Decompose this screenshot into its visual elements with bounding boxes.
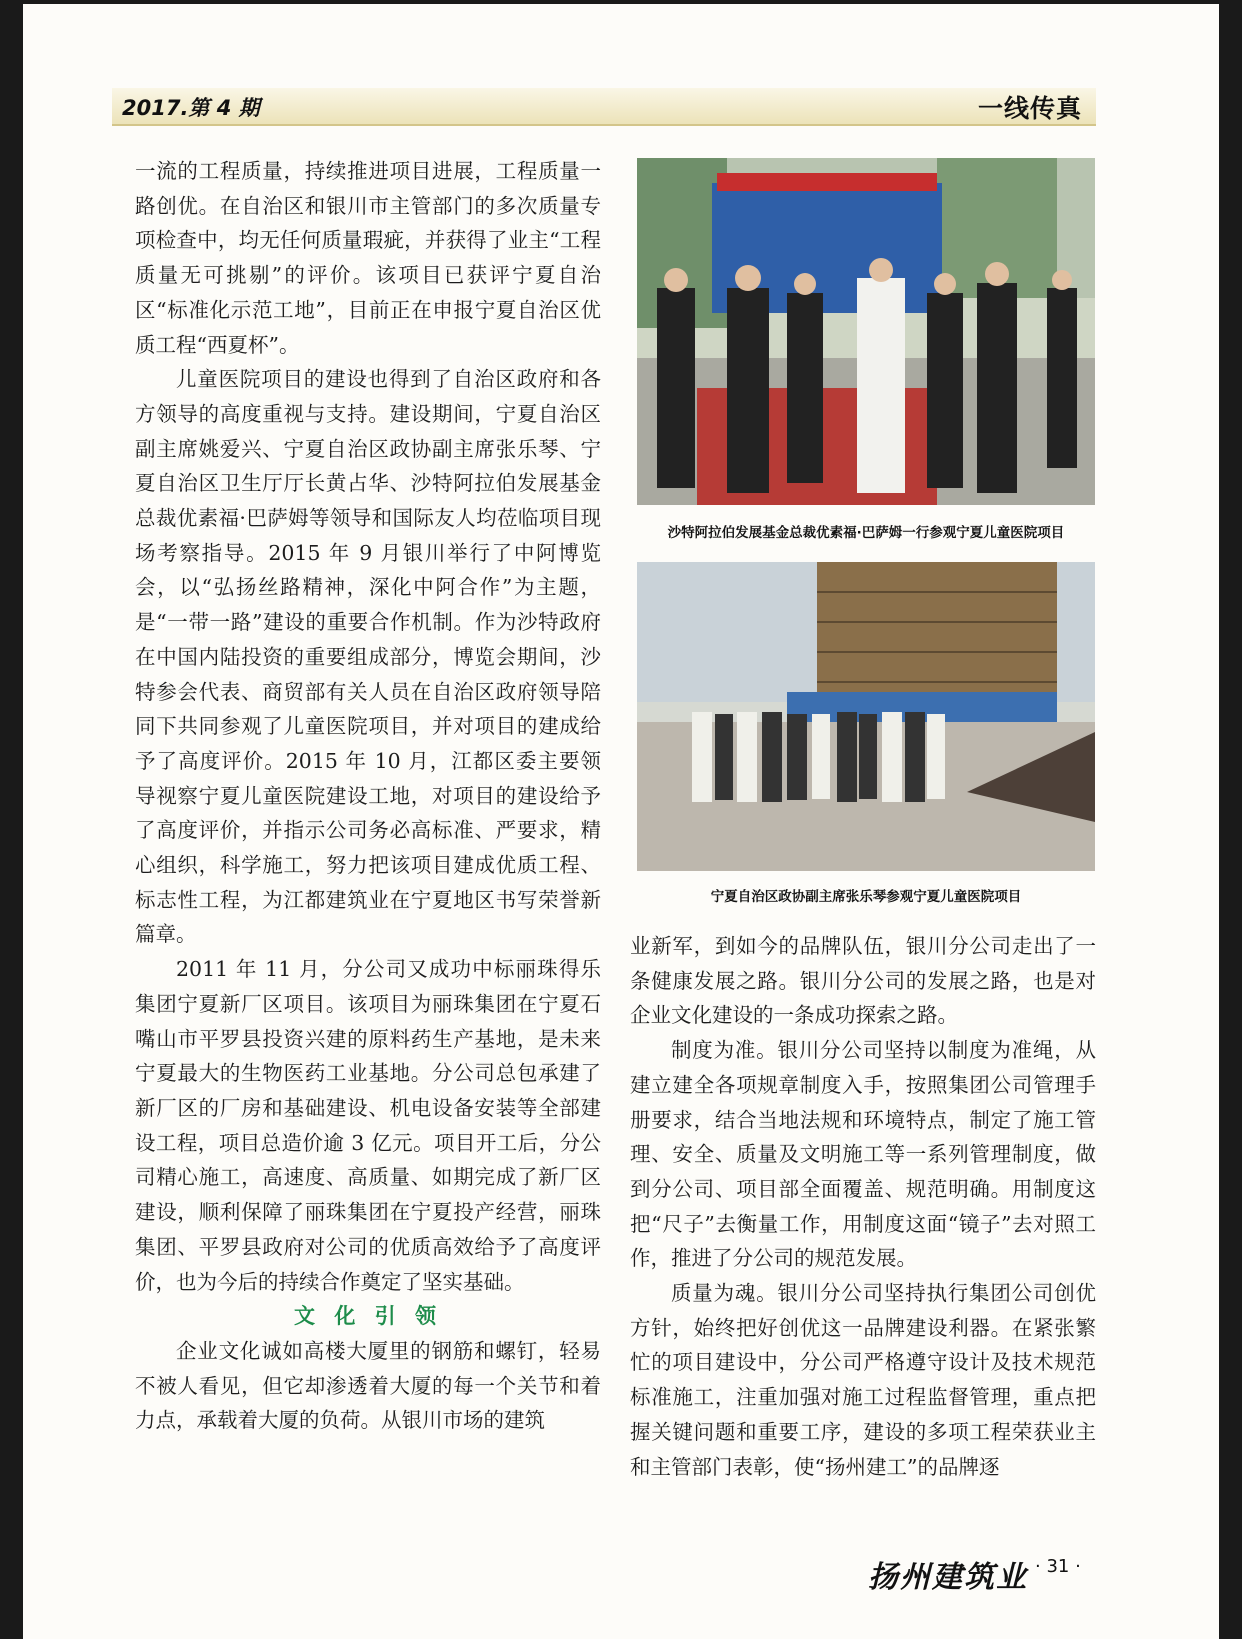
page-number: · 31 · (1035, 1556, 1081, 1577)
left-column (135, 154, 601, 1438)
paragraph: 儿童医院项目的建设也得到了自治区政府和各方领导的高度重视与支持。建设期间，宁夏自治区副主席姚爱兴、宁夏自治区政协副主席张乐琴、宁夏自治区卫生厅厅长黄占华、沙特阿拉伯发展基金总裁优素福·巴萨姆等领导和国际友人均莅临项目现场考察指导。2015 年 9 月银川举行了中阿博览会，以“弘扬丝路精神，深化中阿合作”为主题，是“一带一路”建设的重要合作机制。作为沙特政府在中国内陆投资的重要组成部分，博览会期间，沙特参会代表、商贸部有关人员在自治区政府领导陪同下共同参观了儿童医院项目，并对项目的建成给予了高度评价。2015 年 10 月，江都区委主要领导视察宁夏儿童医院建设工地，对项目的建设给予了高度评价，并指示公司务必高标准、严要求，精心组织，科学施工，努力把该项目建成优质工程、标志性工程，为江都建筑业在宁夏地区书写荣誉新篇章。 (135, 367, 601, 947)
section-label: 一线传真 (977, 94, 1082, 123)
paragraph: 2011 年 11 月，分公司又成功中标丽珠得乐集团宁夏新厂区项目。该项目为丽珠集团在宁夏石嘴山市平罗县投资兴建的原料药生产基地，是未来宁夏最大的生物医药工业基地。分公司总包承建了新厂区的厂房和基础建设、机电设备安装等全部建设工程，项目总造价逾 3 亿元。项目开工后，分公司精心施工，高速度、高质量、如期完成了新厂区建设，顺利保障了丽珠集团在宁夏投产经营，丽珠集团、平罗县政府对公司的优质高效给予了高度评价，也为今后的持续合作奠定了坚实基础。 (135, 957, 601, 1294)
photo-caption: 沙特阿拉伯发展基金总裁优素福·巴萨姆一行参观宁夏儿童医院项目 (667, 525, 1065, 541)
magazine-logo: 扬州建筑业 (868, 1560, 1028, 1595)
photo-delegation-visit (637, 158, 1095, 505)
issue-label: 2017.第 4 期 (122, 96, 260, 120)
paragraph: 制度为准。银川分公司坚持以制度为准绳，从建立建全各项规章制度入手，按照集团公司管理手册要求，结合当地法规和环境特点，制定了施工管理、安全、质量及文明施工等一系列管理制度，做到分公司、项目部全面覆盖、规范明确。用制度这把“尺子”去衡量工作，用制度这面“镜子”去对照工作，推进了分公司的规范发展。 (630, 1038, 1096, 1271)
paragraph: 企业文化诚如高楼大厦里的钢筋和螺钉，轻易不被人看见，但它却渗透着大厦的每一个关节和着力点，承载着大厦的负荷。从银川市场的建筑 (135, 1338, 601, 1433)
section-heading: 文 化 引 领 (294, 1304, 442, 1329)
paragraph: 业新军，到如今的品牌队伍，银川分公司走出了一条健康发展之路。银川分公司的发展之路，也是对企业文化建设的一条成功探索之路。 (630, 934, 1096, 1028)
page-header (112, 88, 1096, 126)
paragraph: 一流的工程质量，持续推进项目进展，工程质量一路创优。在自治区和银川市主管部门的多次质量专项检查中，均无任何质量瑕疵，并获得了业主“工程质量无可挑剔”的评价。该项目已获评宁夏自治区“标准化示范工地”，目前正在申报宁夏自治区优质工程“西夏杯”。 (135, 159, 601, 357)
paragraph: 质量为魂。银川分公司坚持执行集团公司创优方针，始终把好创优这一品牌建设利器。在紧张繁忙的项目建设中，分公司严格遵守设计及技术规范标准施工，注重加强对施工过程监督管理，重点把握关键问题和重要工序，建设的多项工程荣获业主和主管部门表彰，使“扬州建工”的品牌逐 (630, 1281, 1096, 1479)
photo-group-visit (637, 562, 1095, 871)
right-column (630, 929, 1096, 1484)
photo-caption: 宁夏自治区政协副主席张乐琴参观宁夏儿童医院项目 (710, 889, 1022, 905)
